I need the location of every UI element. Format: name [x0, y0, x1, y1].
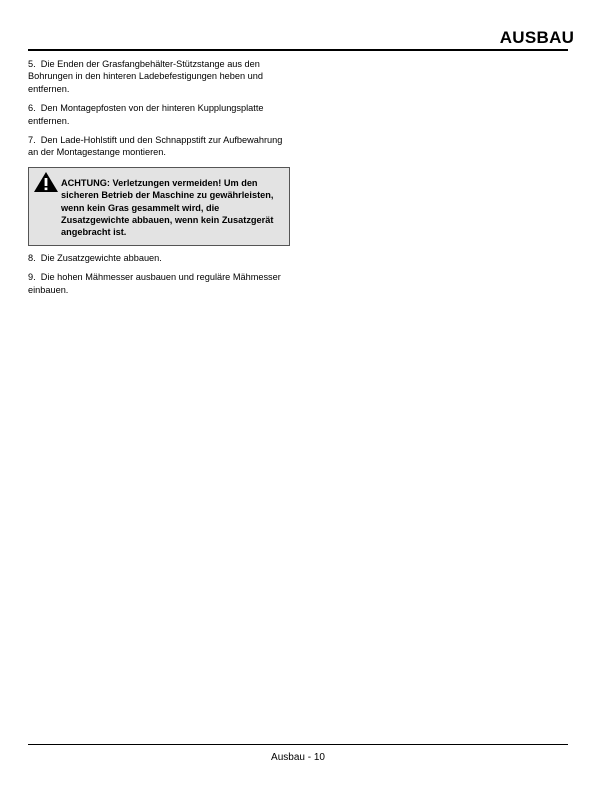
title-divider	[28, 49, 568, 51]
step-9-text: Die hohen Mähmesser ausbauen und reguläre Mähmesser einbauen.	[28, 272, 281, 295]
step-6	[28, 102, 290, 127]
step-5	[28, 58, 290, 95]
step-9-number: 9.	[28, 272, 36, 283]
step-5-number: 5.	[28, 59, 36, 69]
page-title-text: AUSBAU	[499, 28, 575, 47]
step-5-text: Die Enden der Grasfangbehälter-Stützstange aus den Bohrungen in den hinteren Ladebefestigungen heben und entfernen.	[28, 59, 263, 94]
step-8	[28, 252, 290, 264]
warning-text: ACHTUNG: Verletzungen vermeiden! Um den sicheren Betrieb der Maschine zu gewährleisten, wenn kein Gras gesammelt wird, die Zusatzgewichte abbauen, wenn kein Zusatzgerät angebracht ist.	[61, 177, 274, 238]
step-6-text: Den Montagepfosten von der hinteren Kupplungsplatte entfernen.	[28, 103, 264, 126]
step-7-number: 7.	[28, 135, 36, 146]
footer-divider	[28, 744, 568, 745]
page-footer	[0, 752, 596, 763]
content-column	[28, 58, 290, 303]
warning-box	[28, 167, 290, 246]
warning-triangle-icon	[33, 171, 59, 193]
step-7-text: Den Lade-Hohlstift und den Schnappstift zur Aufbewahrung an der Montagestange montieren.	[28, 135, 283, 158]
step-7	[28, 134, 290, 159]
step-8-number: 8.	[28, 252, 36, 263]
step-8-text: Die Zusatzgewichte abbauen.	[40, 252, 162, 263]
page-title	[0, 28, 600, 48]
step-6-number: 6.	[28, 103, 36, 114]
page-number-label: Ausbau - 10	[271, 752, 325, 763]
step-9	[28, 271, 290, 296]
